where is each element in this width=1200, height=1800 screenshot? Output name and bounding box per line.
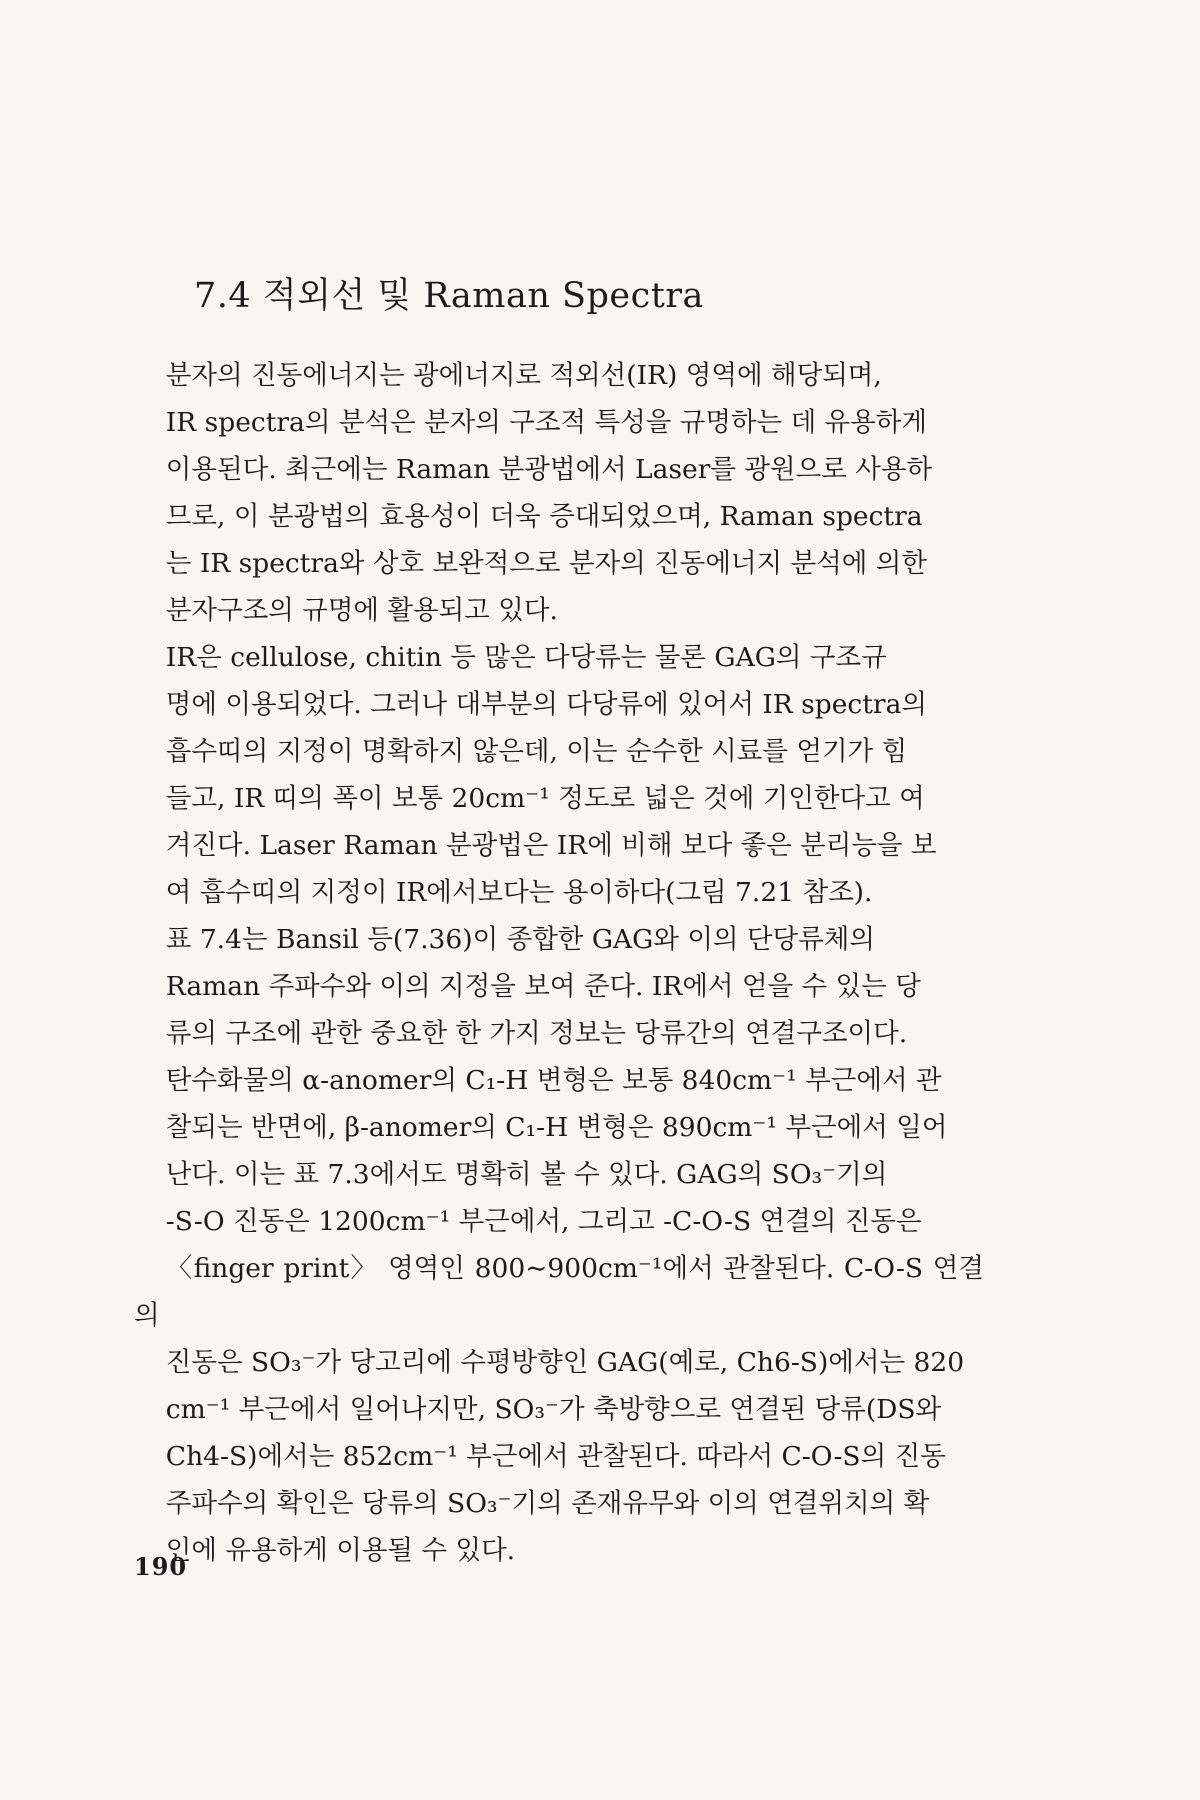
text-line: IR spectra의 분석은 분자의 구조적 특성을 규명하는 데 유용하게 bbox=[165, 407, 927, 438]
text-line: 흡수띠의 지정이 명확하지 않은데, 이는 순수한 시료를 얻기가 힘 bbox=[165, 736, 908, 767]
text-line: 표 7.4는 Bansil 등(7.36)이 종합한 GAG와 이의 단당류체의 bbox=[165, 924, 875, 955]
text-line: 류의 구조에 관한 중요한 한 가지 정보는 당류간의 연결구조이다. bbox=[165, 1018, 908, 1049]
text-line: 들고, IR 띠의 폭이 보통 20cm⁻¹ 정도로 넓은 것에 기인한다고 여 bbox=[165, 783, 925, 814]
page-number: 190 bbox=[134, 1552, 188, 1581]
text-line: 겨진다. Laser Raman 분광법은 IR에 비해 보다 좋은 분리능을 보 bbox=[165, 830, 937, 861]
text-line: 난다. 이는 표 7.3에서도 명확히 볼 수 있다. GAG의 SO₃⁻기의 bbox=[165, 1159, 888, 1190]
text-line: IR은 cellulose, chitin 등 많은 다당류는 물론 GAG의 구조규 bbox=[165, 642, 887, 673]
text-line: 이용된다. 최근에는 Raman 분광법에서 Laser를 광원으로 사용하 bbox=[165, 454, 933, 485]
text-line: 주파수의 확인은 당류의 SO₃⁻기의 존재유무와 이의 연결위치의 확 bbox=[165, 1488, 930, 1519]
text-line: 여 흡수띠의 지정이 IR에서보다는 용이하다(그림 7.21 참조). bbox=[165, 877, 873, 908]
text-line: 찰되는 반면에, β-anomer의 C₁-H 변형은 890cm⁻¹ 부근에서 일어 bbox=[165, 1112, 948, 1143]
text-line: cm⁻¹ 부근에서 일어나지만, SO₃⁻가 축방향으로 연결된 당류(DS와 bbox=[165, 1394, 942, 1425]
body-text bbox=[134, 352, 984, 1574]
text-line: 탄수화물의 α-anomer의 C₁-H 변형은 보통 840cm⁻¹ 부근에서 관 bbox=[165, 1065, 942, 1096]
text-line: Raman 주파수와 이의 지정을 보여 준다. IR에서 얻을 수 있는 당 bbox=[165, 971, 921, 1002]
text-line: 명에 이용되었다. 그러나 대부분의 다당류에 있어서 IR spectra의 bbox=[165, 689, 927, 720]
paragraph-1 bbox=[134, 352, 984, 634]
section-heading: 7.4 적외선 및 Raman Spectra bbox=[194, 276, 704, 316]
text-line: 분자구조의 규명에 활용되고 있다. bbox=[165, 595, 558, 626]
text-line: 진동은 SO₃⁻가 당고리에 수평방향인 GAG(예로, Ch6-S)에서는 820 bbox=[165, 1347, 965, 1378]
paragraph-2 bbox=[134, 634, 984, 916]
text-line: Ch4-S)에서는 852cm⁻¹ 부근에서 관찰된다. 따라서 C-O-S의 진동 bbox=[165, 1441, 946, 1472]
text-line: -S-O 진동은 1200cm⁻¹ 부근에서, 그리고 -C-O-S 연결의 진동은 bbox=[165, 1206, 922, 1237]
paragraph-3 bbox=[134, 916, 984, 1574]
text-line: 는 IR spectra와 상호 보완적으로 분자의 진동에너지 분석에 의한 bbox=[165, 548, 927, 579]
text-line: 므로, 이 분광법의 효용성이 더욱 증대되었으며, Raman spectra bbox=[165, 501, 923, 532]
text-line: 〈finger print〉 영역인 800∼900cm⁻¹에서 관찰된다. C-O-S 연결의 bbox=[134, 1253, 984, 1331]
text-line: 분자의 진동에너지는 광에너지로 적외선(IR) 영역에 해당되며, bbox=[165, 360, 882, 391]
text-line: 인에 유용하게 이용될 수 있다. bbox=[165, 1535, 516, 1566]
